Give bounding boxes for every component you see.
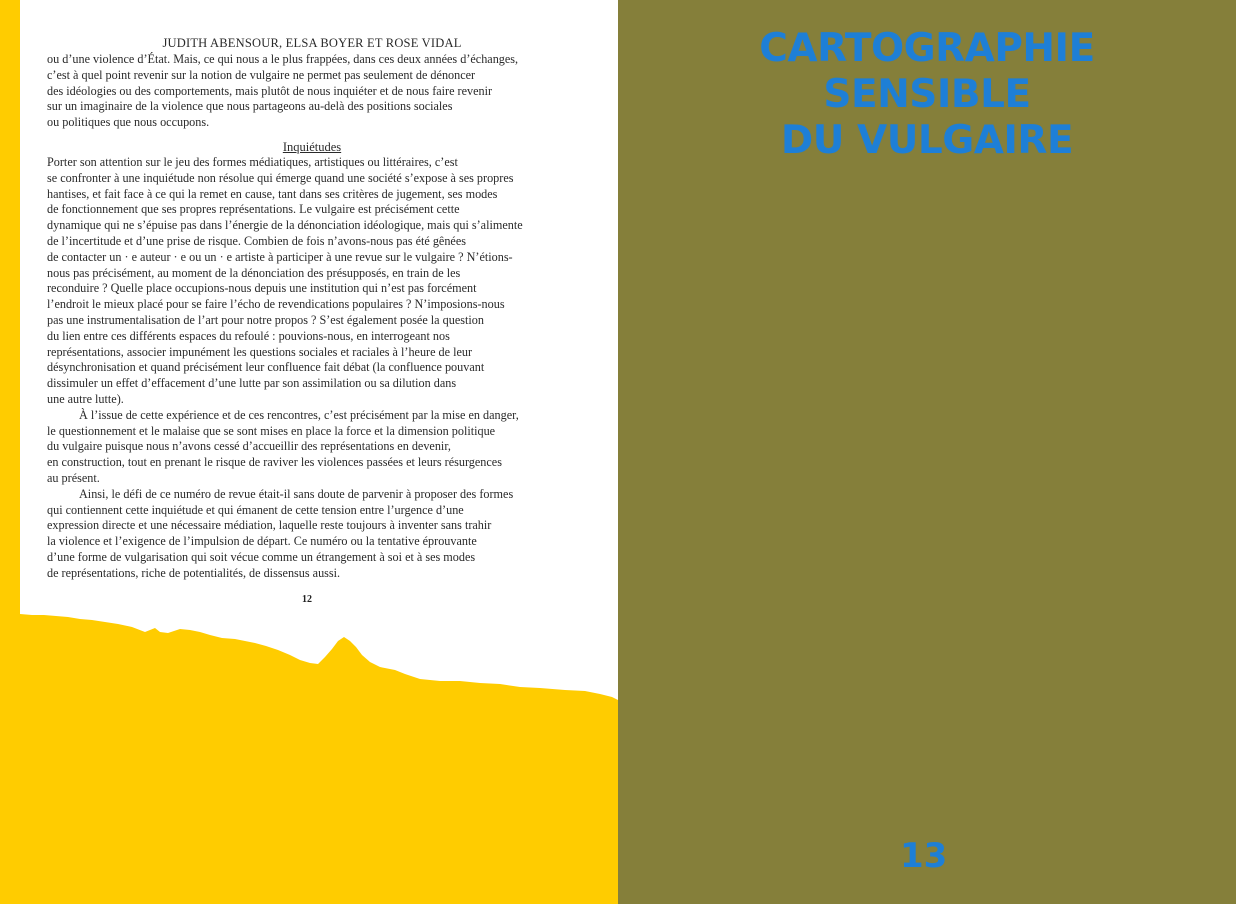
folio-number: 12 — [302, 594, 312, 605]
paragraph-1: Porter son attention sur le jeu des formes médiatiques, artistiques ou littéraires, c’est se confronter à une inquiétude non résolue qui émerge quand une société s’expose à ses propres hantises, et fait face à ce qui la remet en cause, tant dans ses critères de jugement, ses modes de fonctionnement que ses propres représentations. Le vulgaire est précisément cette dynamique qui ne s’épuise pas dans l’énergie de la dénonciation idéologique, mais qui s’alimente de l’incertitude et d’une prise de risque. Combien de fois n’avons-nous pas été gênées de contacter un · e auteur · e ou un · e artiste à participer à une revue sur le vulgaire ? N’étions- nous pas précisément, au moment de la dénonciation des présupposés, en train de les reconduire ? Quelle place occupions-nous depuis une institution qui n’est pas forcément l’endroit le mieux placé pour se faire l’écho de revendications populaires ? N’imposions-nous pas une instrumentalisation de l’art pour notre propos ? S’est également posée la question du lien entre ces différents espaces du refoulé : pouvions-nous, en interrogeant nos représentations, associer impunément les questions sociales et raciales à l’heure de leur désynchronisation et quand précisément leur confluence fait débat (la confluence pouvant dissimuler un effet d’effacement d’une lutte par son assimilation ou sa dilution dans une autre lutte). — [47, 154, 523, 406]
page-number: 13 — [900, 836, 948, 876]
right-page — [618, 0, 1236, 904]
section-cover-title — [618, 26, 1236, 164]
running-header: JUDITH ABENSOUR, ELSA BOYER ET ROSE VIDAL — [162, 36, 462, 50]
article-text — [47, 34, 577, 582]
section-title: Inquiétudes — [282, 139, 342, 154]
intro-paragraph: ou d’une violence d’État. Mais, ce qui nous a le plus frappées, dans ces deux années d’échanges, c’est à quel point revenir sur la notion de vulgaire ne permet pas seulement de dénoncer des idéologies ou des comportements, mais plutôt de nous inquiéter et de nous faire revenir sur un imaginaire de la violence que nous partageons au-delà des positions sociales ou politiques que nous occupons. — [47, 52, 519, 130]
paragraph-2: À l’issue de cette expérience et de ces rencontres, c’est précisément par la mise en danger, le questionnement et le malaise que se sont mises en place la force et la dimension politique du vulgaire puisque nous n’avons cessé d’accueillir des représentations en devenir, en construction, tout en prenant le risque de raviver les violences passées et leurs résurgences au présent. — [47, 407, 519, 485]
title-line-2: SENSIBLE — [823, 72, 1031, 117]
title-line-1: CARTOGRAPHIE — [759, 26, 1095, 71]
title-line-3: DU VULGAIRE — [780, 118, 1074, 163]
paragraph-3: Ainsi, le défi de ce numéro de revue était-il sans doute de parvenir à proposer des formes qui contiennent cette inquiétude et qui émanent de cette tension entre l’urgence d’une expression directe et une nécessaire médiation, laquelle reste toujours à inventer sans trahir la violence et l’exigence de l’impulsion de départ. Ce numéro ou la tentative éprouvante d’une forme de vulgarisation qui soit vécue comme un étrangement à soi et à ses modes de représentations, riche de potentialités, de dissensus aussi. — [47, 486, 514, 580]
